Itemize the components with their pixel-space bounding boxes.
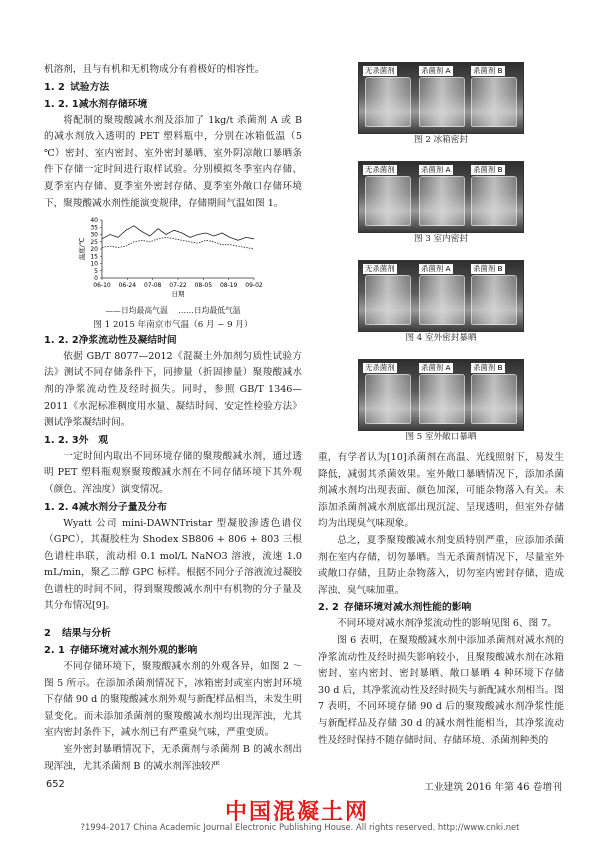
paragraph: Wyatt 公司 mini-DAWNTristar 型凝胶渗透色谱仪（GPC），其凝胶柱为 Shodex SB806 + 806 + 803 三根色谱柱串联，流动相 0.1 mol/L NaNO3 溶液，流速 1.0 mL/min，聚乙二醇 GPC 标样。根据不同分子溶液流过凝胶色谱柱的时间不同，得到聚羧酸减水剂中有机物的分子量及其分布情况[9]。 [44,517,302,612]
section-heading: 1. 2. 2净浆流动性及凝结时间 [44,334,177,346]
photo-label: 杀菌剂 A [421,264,451,273]
figure-photo [358,260,524,332]
figure-photo [358,359,524,431]
paragraph: 依据 GB/T 8077—2012《混凝土外加剂匀质性试验方法》测试不同存储条件下，同掺量（折固掺量）聚羧酸减水剂的净浆流动性及经时损失。同时，参照 GB/T 1346—2011《水泥标准稠度用水量、凝结时间、安定性检验方法》测试净浆凝结时间。 [44,350,302,429]
copyright-line: ?1994-2017 China Academic Journal Electronic Publishing House. All rights reserved. http://www.cnki.net [80,822,520,832]
y-tick-label: 15 [90,253,98,261]
paragraph: 总之，夏季聚羧酸减水剂变质特别严重，应添加杀菌剂在室内存储，切勿暴晒。当无杀菌剂情况下，尽量室外或敞口存储，且防止杂物落入，切勿室内密封存储，造成浑浊、臭气味加重。 [318,534,564,596]
paragraph: 室外密封暴晒情况下，无杀菌剂与杀菌剂 B 的减水剂出现浑浊，尤其杀菌剂 B 的减水剂浑浊较严 [44,744,302,772]
figure-5 [318,359,564,444]
figure-4 [318,260,564,345]
photo-label: 杀菌剂 A [421,66,451,75]
photo-label: 杀菌剂 B [473,363,503,372]
x-tick-label: 06-24 [118,282,137,290]
x-tick-label: 09-02 [245,282,263,290]
paragraph: 重，有学者认为[10]杀菌剂在高温、光线照射下，易发生降低，减弱其杀菌效果。室外敞口暴晒情况下，添加杀菌剂减水剂均出现表面、颜色加深，可能杂物落入有关。未添加杀菌剂减水剂底部出现沉淀、呈现透明，但室外存储均为出现臭气味现象。 [318,452,564,530]
series-line-low [102,238,254,250]
temperature-chart [44,216,302,317]
legend-high: 日均最高气温 [120,305,168,315]
photo-label: 无杀菌剂 [365,363,395,372]
section-heading: 1. 2. 3外 观 [44,434,109,446]
section-heading: 1. 2. 4减水剂分子量及分布 [44,501,167,513]
x-tick-label: 07-22 [169,282,187,290]
section-heading: 2. 1 存储环境对减水剂外观的影响 [44,645,198,657]
paragraph: 将配制的聚羧酸减水剂及添加了 1kg/t 杀菌剂 A 或 B 的减水剂放入透明的 PET 塑料瓶中，分别在冰箱低温（5 ℃）密封、室内密封、室外密封暴晒、室外阴凉敞口暴晒条件下存储一定时间进行取样试验。分别模拟冬季室内存储、夏季室内存储、夏季室外密封存储、夏季室外敞口存储环境下，聚羧酸减水剂性能演变规律，存储期间气温如图 1。 [44,114,302,209]
x-tick-label: 07-08 [143,282,162,290]
photo-label: 无杀菌剂 [365,264,395,273]
paragraph: 机溶剂，且与有机和无机物成分有着极好的相容性。 [44,64,265,75]
section-heading: 1. 2. 1减水剂存储环境 [44,98,148,110]
y-tick-label: 20 [90,246,98,254]
figure-caption: 图 1 2015 年南京市气温（6 月 ~ 9 月） [93,319,253,330]
photo-label: 杀菌剂 A [421,165,451,174]
left-column [44,62,302,775]
page-number: 652 [46,779,65,790]
series-line-high [102,226,254,241]
paragraph: 一定时间内取出不同环境存储的聚羧酸减水剂，通过透明 PET 塑料瓶观察聚羧酸减水剂在不同存储环境下其外观（颜色、浑浊度）演变情况。 [44,450,302,495]
y-tick-label: 35 [90,224,98,232]
photo-label: 无杀菌剂 [365,66,395,75]
photo-label: 无杀菌剂 [365,165,395,174]
section-heading: 2. 2 存储环境对减水剂性能的影响 [318,602,472,614]
x-tick-label: 08-05 [194,282,213,290]
figure-photo [358,62,524,134]
journal-footer: 工业建筑 2016 年第 46 卷增刊 [423,782,562,793]
figure-caption: 图 2 冰箱密封 [414,135,468,145]
legend-low: 日均最低气温 [193,305,241,315]
photo-label: 杀菌剂 B [473,165,503,174]
y-tick-label: 30 [90,231,98,239]
figure-3 [318,161,564,246]
right-column [318,62,564,749]
y-tick-label: 25 [90,238,98,246]
section-heading: 1. 2 试验方法 [44,81,110,93]
x-tick-label: 08-19 [219,282,238,290]
figure-caption: 图 5 室外敞口暴晒 [405,432,477,442]
x-tick-label: 06-10 [93,282,111,290]
section-heading: 2 结果与分析 [44,628,111,640]
y-tick-label: 10 [90,260,98,268]
y-tick-label: 5 [94,267,98,275]
x-axis-label: 日期 [171,290,185,299]
paragraph: 不同存储环境下，聚羧酸减水剂的外观各异，如图 2 ～ 图 5 所示。在添加杀菌剂情况下，冰箱密封或室内密封环境下存储 90 d 的聚羧酸减水剂外观与新配样品相当，未发生明显变化。而未添加杀菌剂的聚羧酸减水剂均出现浑浊，尤其室内密封条件下，减水剂已有严重臭气味，严重变质。 [44,661,302,739]
paragraph: 不同环境对减水剂净浆流动性的影响见图 6、图 7。 [337,618,557,630]
photo-label: 杀菌剂 B [473,264,503,273]
y-axis-label: 温度/℃ [78,237,86,261]
watermark: 中国混凝土网 [225,800,370,825]
chart-svg [44,216,302,298]
photo-label: 杀菌剂 B [473,66,503,75]
y-tick-label: 40 [90,217,98,225]
paragraph: 图 6 表明，在聚羧酸减水剂中添加杀菌剂对减水剂的净浆流动性及经时损失影响较小，且聚羧酸减水剂在冰箱密封、室内密封、密封暴晒、敞口暴晒 4 种环境下存储 30 d 后，其净浆流动性及经时损失与新配减水剂相当。图 7 表明，不同环境存储 90 d 后的聚羧酸减水剂净浆性能与新配样品及存储 30 d 的减水剂性能相当，其净浆流动性及经时保持不随存储时间、存储环境、杀菌剂种类的 [318,634,564,746]
figure-2 [318,62,564,147]
photo-label: 杀菌剂 A [421,363,451,372]
figure-caption: 图 4 室外密封暴晒 [405,333,477,343]
figure-caption: 图 3 室内密封 [414,234,468,244]
y-tick-label: 0 [94,275,98,283]
chart-legend: ——日均最高气温 ……日均最低气温 [105,305,241,315]
figure-photo [358,161,524,233]
